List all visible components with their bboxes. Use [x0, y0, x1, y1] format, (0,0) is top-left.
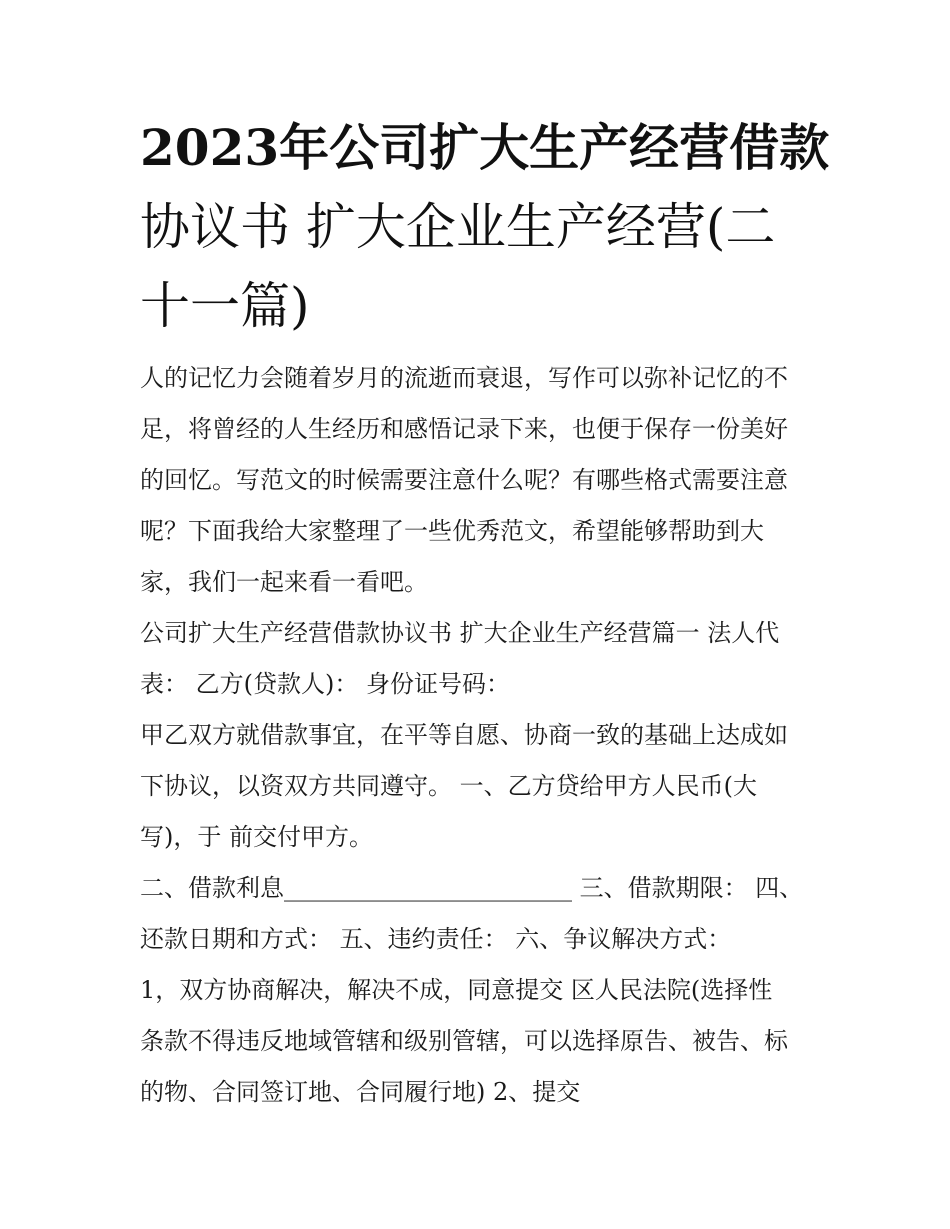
- body-line: 还款日期和方式： 五、违约责任： 六、争议解决方式：: [140, 925, 732, 953]
- body-line: 二、借款利息________________________ 三、借款期限： 四、: [140, 874, 804, 902]
- body-line: 条款不得违反地域管辖和级别管辖，可以选择原告、被告、标: [140, 1027, 788, 1055]
- body-line: 写)，于 前交付甲方。: [140, 823, 373, 851]
- body-line: 1，双方协商解决，解决不成，同意提交 区人民法院(选择性: [140, 976, 773, 1004]
- body-line: 家，我们一起来看一看吧。: [140, 568, 428, 596]
- body-line: 的回忆。写范文的时候需要注意什么呢？有哪些格式需要注意: [140, 466, 788, 494]
- body-line: 公司扩大生产经营借款协议书 扩大企业生产经营篇一 法人代: [140, 619, 780, 647]
- body-line: 呢？下面我给大家整理了一些优秀范文，希望能够帮助到大: [140, 517, 764, 545]
- body-line: 的物、合同签订地、合同履行地) 2、提交: [140, 1078, 581, 1106]
- body-line: 甲乙双方就借款事宜，在平等自愿、协商一致的基础上达成如: [140, 721, 788, 749]
- document-title-line-1: 2023年公司扩大生产经营借款: [140, 118, 830, 177]
- body-line: 表： 乙方(贷款人)： 身份证号码：: [140, 670, 510, 698]
- document-title-line-2: 协议书 扩大企业生产经营(二: [140, 198, 776, 256]
- document-title-line-3: 十一篇): [140, 277, 310, 335]
- body-line: 足，将曾经的人生经历和感悟记录下来，也便于保存一份美好: [140, 415, 788, 443]
- body-line: 人的记忆力会随着岁月的流逝而衰退，写作可以弥补记忆的不: [140, 364, 788, 392]
- body-line: 下协议，以资双方共同遵守。 一、乙方贷给甲方人民币(大: [140, 772, 757, 800]
